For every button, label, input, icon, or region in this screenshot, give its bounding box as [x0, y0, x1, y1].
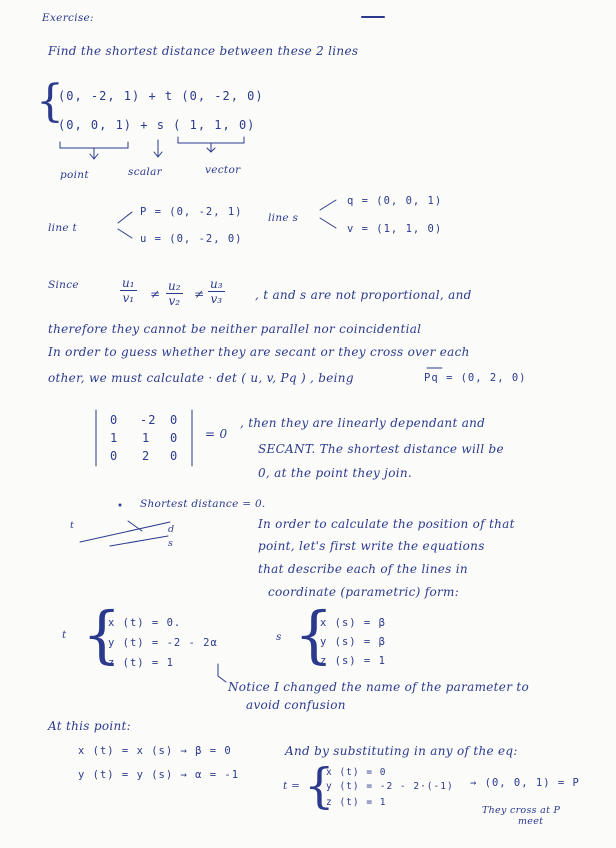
point-r1: x (t) = x (s) → β = 0	[78, 745, 232, 757]
pq-vector: Pq = (0, 2, 0)	[424, 372, 527, 384]
exercise-title: Exercise:	[42, 12, 94, 24]
param-s-eq1: x (s) = β	[320, 617, 386, 629]
explain-l1: In order to calculate the position of that	[258, 517, 515, 531]
line-s-point: q = (0, 0, 1)	[347, 195, 443, 207]
fraction-3	[208, 277, 225, 306]
sketch-d-label: d	[168, 524, 175, 535]
meet-note: meet	[518, 816, 544, 827]
det-r2c1: 1	[110, 431, 119, 445]
notice-l1: Notice I changed the name of the parameter to	[228, 680, 530, 694]
line-t-label: line t	[48, 222, 78, 234]
param-t-eq3: z (t) = 1	[108, 657, 174, 669]
label-scalar: scalar	[128, 166, 162, 178]
since-line2: therefore they cannot be neither parallel nor coincidential	[48, 322, 422, 336]
cross-note: They cross at P	[482, 805, 561, 816]
line2-equation: (0, 0, 1) + s ( 1, 1, 0)	[58, 118, 256, 132]
fraction-3-num: u₃	[210, 277, 223, 291]
param-t-eq1: x (t) = 0.	[108, 617, 182, 629]
shortest-distance: Shortest distance = 0.	[140, 498, 266, 510]
at-this-point: At this point:	[48, 719, 131, 733]
det-text1: , then they are linearly dependant and	[240, 416, 486, 430]
fraction-2	[166, 279, 183, 308]
task-statement: Find the shortest distance between these 2 lines	[48, 44, 359, 58]
fraction-2-den: v₂	[168, 294, 181, 308]
explain-l3: that describe each of the lines in	[258, 562, 468, 576]
notice-l2: avoid confusion	[246, 698, 346, 712]
det-r3c2: 2	[142, 449, 151, 463]
param-t-brace: {	[82, 598, 122, 671]
line-s-vector: v = (1, 1, 0)	[347, 223, 443, 235]
det-r1c3: 0	[170, 413, 179, 427]
det-r2c3: 0	[170, 431, 179, 445]
since-line4: other, we must calculate · det ( u, v, Pq ) , being	[48, 371, 354, 385]
fraction-3-den: v₃	[210, 292, 223, 306]
label-vector: vector	[205, 164, 241, 176]
line1-equation: (0, -2, 1) + t (0, -2, 0)	[58, 89, 264, 103]
since-rest: , t and s are not proportional, and	[255, 288, 472, 302]
fraction-1-den: v₁	[122, 291, 135, 305]
substitution-text: And by substituting in any of the eq:	[285, 744, 518, 758]
det-r2c2: 1	[142, 431, 151, 445]
param-t-eq2: y (t) = -2 - 2α	[108, 637, 218, 649]
det-text3: 0, at the point they join.	[258, 466, 413, 480]
det-equals: = 0	[205, 427, 228, 441]
param-s-eq2: y (s) = β	[320, 636, 386, 648]
subst-brace: {	[304, 758, 335, 814]
sketch-t-label: t	[70, 520, 75, 531]
line-s-label: line s	[268, 212, 299, 224]
det-r1c1: 0	[110, 413, 119, 427]
param-s-brace: {	[294, 598, 334, 671]
line-t-point: P = (0, -2, 1)	[140, 206, 243, 218]
explain-l2: point, let's first write the equations	[258, 539, 485, 553]
system-brace: {	[36, 76, 64, 127]
explain-l4: coordinate (parametric) form:	[268, 585, 460, 599]
subst-eq2: y (t) = -2 - 2·(-1)	[326, 781, 454, 792]
point-r2: y (t) = y (s) → α = -1	[78, 769, 240, 781]
since-word: Since	[48, 279, 79, 291]
subst-result: → (0, 0, 1) = P	[470, 777, 580, 789]
line-t-vector: u = (0, -2, 0)	[140, 233, 243, 245]
sketch-s-label: s	[168, 538, 174, 549]
det-r3c3: 0	[170, 449, 179, 463]
fraction-2-num: u₂	[168, 279, 181, 293]
label-point: point	[60, 169, 89, 181]
param-t-label: t	[62, 629, 67, 641]
subst-eq3: z (t) = 1	[326, 797, 387, 808]
subst-eq1: x (t) = 0	[326, 767, 387, 778]
neq-1: ≠	[150, 287, 161, 301]
det-r1c2: -2	[140, 413, 157, 427]
since-line3: In order to guess whether they are secant or they cross over each	[48, 345, 470, 359]
param-s-label: s	[276, 631, 282, 643]
det-text2: SECANT. The shortest distance will be	[258, 442, 504, 456]
neq-2: ≠	[194, 287, 205, 301]
fraction-1	[120, 276, 137, 305]
param-s-eq3: z (s) = 1	[320, 655, 386, 667]
det-r3c1: 0	[110, 449, 119, 463]
subst-t-label: t =	[283, 780, 301, 792]
fraction-1-num: u₁	[122, 276, 135, 290]
